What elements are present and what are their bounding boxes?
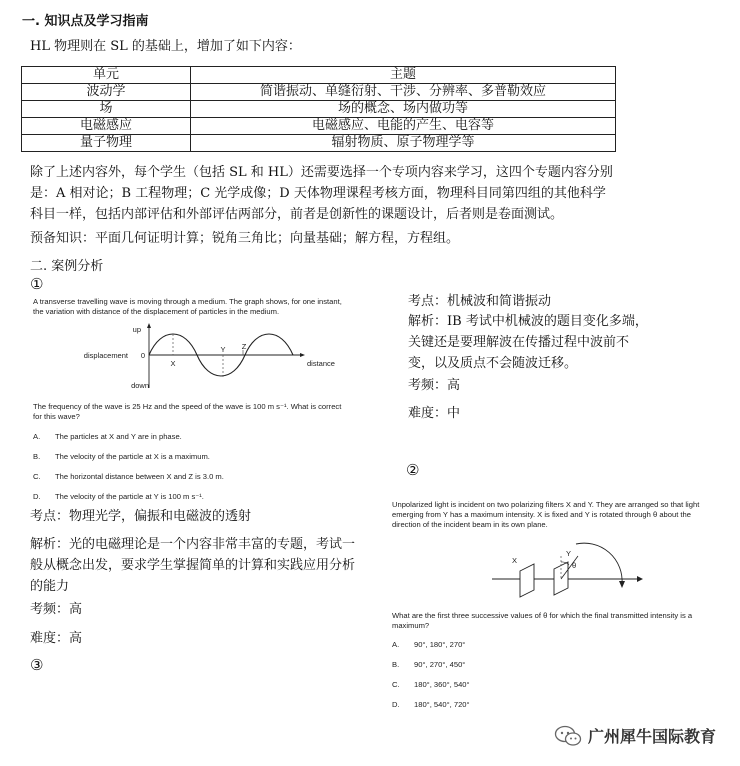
- section-heading-1: 一. 知识点及学习指南: [22, 14, 149, 29]
- case1-difficulty: 难度：中: [408, 406, 461, 421]
- label-zero: 0: [140, 351, 145, 360]
- elective-paragraph: [30, 162, 730, 225]
- table-row: [22, 135, 616, 152]
- option-text: The velocity of the particle at X is a maximum.: [55, 452, 210, 461]
- case1-analysis: [408, 311, 708, 374]
- analysis-line: 变，以及质点不会随波迁移。: [408, 356, 578, 371]
- case1-option-c: [33, 472, 224, 482]
- label-theta: θ: [572, 561, 577, 570]
- table-cell-topic: 电磁感应、电能的产生、电容等: [191, 118, 616, 135]
- case2-analysis: [30, 534, 390, 597]
- option-key: A.: [33, 432, 41, 441]
- topics-table: [21, 66, 616, 152]
- case2-difficulty: 难度：高: [30, 631, 83, 646]
- table-row: [22, 118, 616, 135]
- question-line: the variation with distance of the displacement of particles in the medium.: [33, 307, 280, 316]
- case1-point: 考点：机械波和简谐振动: [408, 294, 552, 309]
- rotation-arc: [576, 543, 622, 584]
- option-text: The velocity of the particle at Y is 100 m s⁻¹.: [55, 492, 204, 501]
- case-number-1: ①: [30, 275, 44, 293]
- watermark-logo: [554, 724, 716, 747]
- table-row: [22, 101, 616, 118]
- label-y: Y: [220, 345, 226, 354]
- rotation-arrow: [619, 581, 625, 588]
- table-cell-unit: 场: [22, 101, 191, 118]
- analysis-line: 般从概念出发，要求学生掌握简单的计算和实践应用分析: [30, 558, 356, 573]
- case2-frequency: 考频：高: [30, 602, 83, 617]
- y-axis-arrow: [147, 323, 151, 328]
- table-cell-unit: 电磁感应: [22, 118, 191, 135]
- question-line: for this wave?: [33, 412, 80, 421]
- case2-option-b: [392, 660, 465, 670]
- label-filter-y: Y: [566, 549, 572, 558]
- case1-frequency: 考频：高: [408, 378, 461, 393]
- case-number-2: ②: [406, 461, 420, 479]
- question-line: A transverse travelling wave is moving through a medium. The graph shows, for one instant,: [33, 297, 342, 306]
- case2-question: [392, 500, 737, 530]
- option-key: D.: [33, 492, 41, 501]
- wave-graph: [30, 320, 390, 394]
- case1-question: [33, 297, 393, 317]
- option-key: C.: [392, 680, 400, 689]
- analysis-line: 解析：光的电磁理论是一个内容非常丰富的专题，考试一: [30, 537, 356, 552]
- option-key: B.: [392, 660, 400, 669]
- paragraph-line: 科目一样，包括内部评估和外部评估两部分，前者是创新性的课题设计，后者则是卷面测试。: [30, 207, 564, 222]
- option-text: The horizontal distance between X and Z is 3.0 m.: [55, 472, 224, 481]
- analysis-line: 解析：IB 考试中机械波的题目变化多端，: [408, 314, 648, 329]
- section-heading-2: 二. 案例分析: [30, 259, 104, 274]
- filter-x: [520, 564, 534, 597]
- case2-option-c: [392, 680, 470, 690]
- option-key: D.: [392, 700, 400, 709]
- paragraph-line: 是：A 相对论；B 工程物理；C 光学成像；D 天体物理课程考核方面，物理科目同第四组的其他科学: [30, 186, 606, 201]
- watermark-text: 广州犀牛国际教育: [587, 727, 716, 746]
- paragraph-line: 除了上述内容外，每个学生（包括 SL 和 HL）还需要选择一个专项内容来学习，这四个专题内容分别: [30, 165, 613, 180]
- case-number-3: ③: [30, 656, 44, 674]
- option-text: 90°, 180°, 270°: [414, 640, 466, 649]
- option-text: 180°, 540°, 720°: [414, 700, 470, 709]
- table-cell-unit: 波动学: [22, 84, 191, 101]
- option-text: 180°, 360°, 540°: [414, 680, 470, 689]
- table-cell-unit: 量子物理: [22, 135, 191, 152]
- case2-question-2: [392, 611, 737, 631]
- intro-text: HL 物理则在 SL 的基础上，增加了如下内容：: [30, 39, 301, 54]
- label-up: up: [132, 325, 141, 334]
- option-key: C.: [33, 472, 41, 481]
- case1-option-a: [33, 432, 182, 442]
- analysis-line: 关键还是要理解波在传播过程中波前不: [408, 335, 630, 350]
- question-line: emerging from Y has a maximum intensity. X is fixed and Y is rotated through θ about the: [392, 510, 691, 519]
- beam-arrow: [637, 576, 643, 582]
- case2-option-a: [392, 640, 465, 650]
- wechat-icon: [554, 725, 582, 747]
- table-cell-topic: 场的概念、场内做功等: [191, 101, 616, 118]
- case1-option-d: [33, 492, 204, 502]
- label-z: Z: [241, 342, 247, 351]
- label-x: X: [170, 359, 176, 368]
- table-header-topic: 主题: [191, 67, 616, 84]
- option-key: B.: [33, 452, 41, 461]
- label-distance: distance: [307, 359, 335, 368]
- table-row: [22, 84, 616, 101]
- option-text: 90°, 270°, 450°: [414, 660, 466, 669]
- case2-option-d: [392, 700, 470, 710]
- analysis-line: 的能力: [30, 579, 70, 594]
- x-axis-arrow: [300, 353, 305, 357]
- label-down: down: [131, 381, 149, 390]
- table-cell-topic: 辐射物质、原子物理学等: [191, 135, 616, 152]
- option-text: The particles at X and Y are in phase.: [55, 432, 182, 441]
- table-header-unit: 单元: [22, 67, 191, 84]
- question-line: Unpolarized light is incident on two polarizing filters X and Y. They are arranged so that light: [392, 500, 700, 509]
- case1-question-2: [33, 402, 393, 422]
- question-line: The frequency of the wave is 25 Hz and the speed of the wave is 100 m s⁻¹. What is correct: [33, 402, 342, 411]
- prerequisite-text: 预备知识：平面几何证明计算；锐角三角比；向量基础；解方程，方程组。: [30, 231, 460, 246]
- polarizer-figure: [490, 538, 660, 610]
- label-filter-x: X: [512, 556, 518, 565]
- case1-option-b: [33, 452, 210, 462]
- question-line: What are the first three successive values of θ for which the final transmitted intensity is a: [392, 611, 693, 620]
- option-key: A.: [392, 640, 400, 649]
- table-header-row: [22, 67, 616, 84]
- label-displacement: displacement: [83, 351, 128, 360]
- question-line: maximum?: [392, 621, 430, 630]
- question-line: direction of the incident beam in its own plane.: [392, 520, 548, 529]
- case2-point: 考点：物理光学，偏振和电磁波的透射: [30, 509, 252, 524]
- table-cell-topic: 简谐振动、单缝衍射、干涉、分辨率、多普勒效应: [191, 84, 616, 101]
